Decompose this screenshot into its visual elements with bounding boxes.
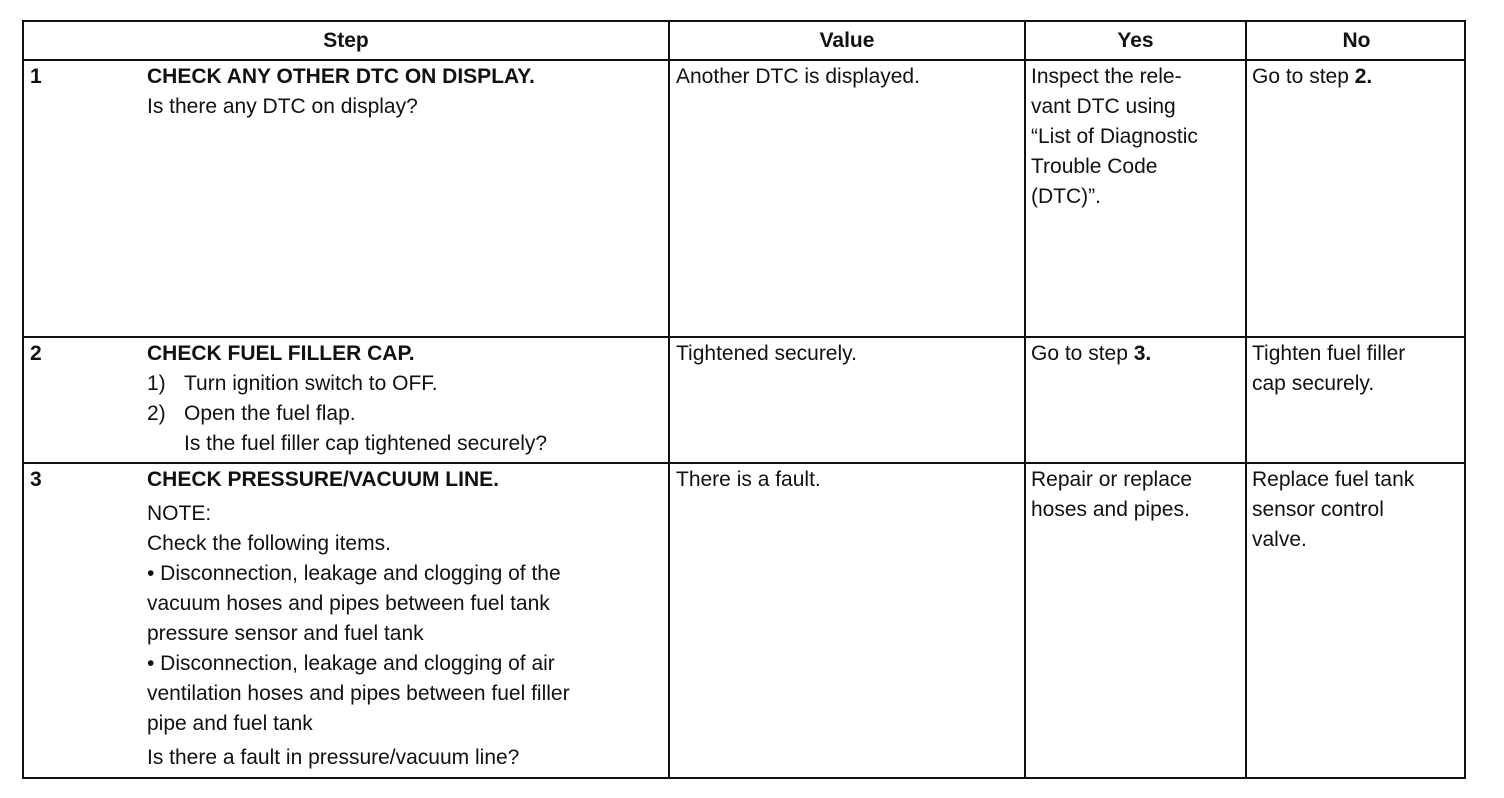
no-line: sensor control (1252, 498, 1384, 521)
step-content (147, 62, 535, 122)
header-yes: Yes (1117, 29, 1154, 52)
yes-cell (1031, 339, 1151, 369)
no-line: valve. (1252, 528, 1307, 551)
header-value: Value (819, 29, 875, 52)
no-line: cap securely. (1252, 372, 1375, 395)
yes-cell (1031, 62, 1198, 212)
yes-line: Repair or replace (1031, 468, 1193, 491)
row-divider-1 (24, 336, 1464, 338)
value-cell: Tightened securely. (676, 342, 857, 365)
step-title: CHECK FUEL FILLER CAP. (147, 342, 415, 365)
step-number: 3 (30, 468, 42, 491)
step-content (147, 465, 570, 773)
col-divider-2 (1024, 22, 1026, 777)
step-number: 2 (30, 342, 42, 365)
note-line: vacuum hoses and pipes between fuel tank (147, 592, 550, 615)
step-title: CHECK ANY OTHER DTC ON DISPLAY. (147, 65, 535, 88)
no-cell (1252, 339, 1405, 399)
step-question: Is there a fault in pressure/vacuum line? (147, 746, 520, 769)
note-label: NOTE: (147, 502, 212, 525)
step-question: Is the fuel filler cap tightened securely? (184, 432, 548, 455)
note-line: Check the following items. (147, 532, 391, 555)
step-question: Is there any DTC on display? (147, 95, 418, 118)
row-divider-2 (24, 462, 1464, 464)
header-no: No (1342, 29, 1371, 52)
yes-line: vant DTC using (1031, 95, 1176, 118)
item-marker: 2) (147, 402, 166, 425)
no-line: Replace fuel tank (1252, 468, 1415, 491)
yes-line: Inspect the rele- (1031, 65, 1182, 88)
note-line: pipe and fuel tank (147, 712, 313, 735)
no-cell (1252, 465, 1414, 555)
yes-text: Go to step (1031, 342, 1134, 365)
item-text: Open the fuel flap. (184, 402, 356, 425)
step-item (147, 399, 547, 429)
yes-line: Trouble Code (1031, 155, 1158, 178)
step-item (147, 369, 547, 399)
diagnostic-table (22, 20, 1466, 779)
no-step-ref: 2. (1354, 65, 1373, 88)
note-line: • Disconnection, leakage and clogging of the (147, 562, 561, 585)
step-number: 1 (30, 65, 42, 88)
no-line: Tighten fuel filler (1252, 342, 1406, 365)
value-cell: Another DTC is displayed. (676, 65, 920, 88)
step-content (147, 339, 547, 459)
col-divider-3 (1245, 22, 1247, 777)
note-line: • Disconnection, leakage and clogging of air (147, 652, 555, 675)
col-divider-1 (668, 22, 670, 777)
value-cell: There is a fault. (676, 468, 821, 491)
yes-cell (1031, 465, 1192, 525)
step-title: CHECK PRESSURE/VACUUM LINE. (147, 468, 499, 491)
note-line: pressure sensor and fuel tank (147, 622, 424, 645)
yes-step-ref: 3. (1133, 342, 1152, 365)
item-text: Turn ignition switch to OFF. (184, 372, 438, 395)
note-line: ventilation hoses and pipes between fuel filler (147, 682, 570, 705)
yes-line: (DTC)”. (1031, 185, 1101, 208)
yes-line: hoses and pipes. (1031, 498, 1190, 521)
item-marker: 1) (147, 372, 166, 395)
header-step: Step (323, 29, 369, 52)
yes-line: “List of Diagnostic (1031, 125, 1198, 148)
no-cell (1252, 62, 1372, 92)
no-text: Go to step (1252, 65, 1355, 88)
header-divider (24, 59, 1464, 61)
